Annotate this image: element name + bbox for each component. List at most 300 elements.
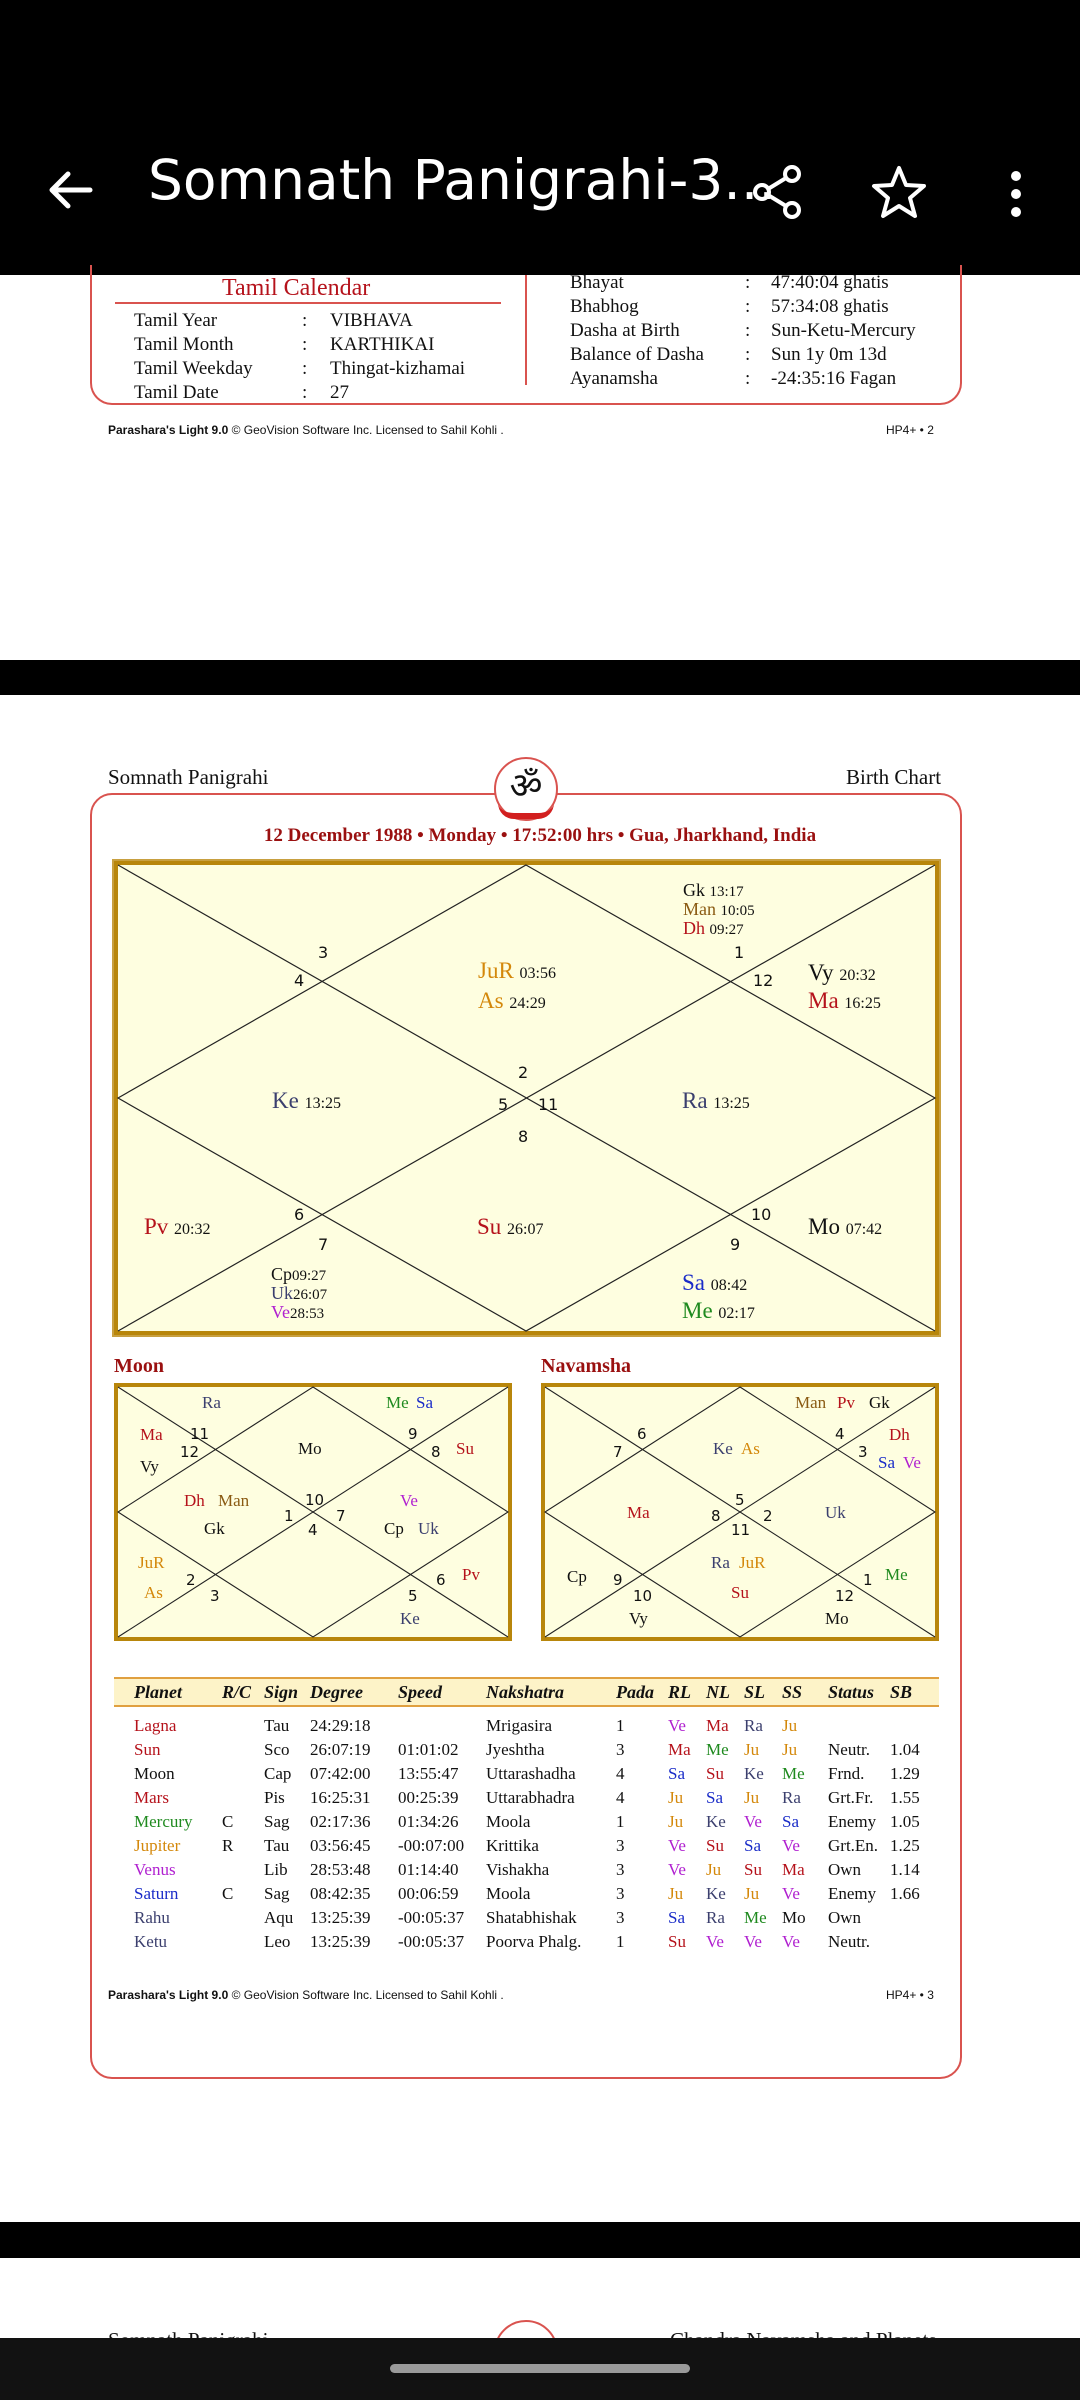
planet-degree: 26:07 <box>293 1287 328 1303</box>
table-row <box>134 1762 926 1786</box>
table-cell-rc: R <box>222 1836 234 1855</box>
info-row <box>570 271 926 295</box>
table-cell-nak: Uttarashadha <box>486 1764 576 1783</box>
table-cell-speed: 00:06:59 <box>398 1884 459 1903</box>
table-cell-sb: 1.05 <box>890 1812 920 1831</box>
table-cell-pada: 3 <box>616 1860 625 1879</box>
navamsha-ketu: Ke <box>713 1439 733 1458</box>
planet-jupiter <box>478 959 556 982</box>
navamsha-pv: Pv <box>837 1393 855 1412</box>
planet-abbr: Pv <box>144 1214 169 1239</box>
navamsha-man: Man <box>795 1393 827 1412</box>
table-cell-rl: Ve <box>668 1860 686 1879</box>
separator: : <box>745 296 751 317</box>
planet-vy <box>808 961 876 984</box>
col-header: RL <box>668 1682 692 1702</box>
table-cell-rc <box>222 1738 264 1762</box>
navamsha-chart <box>541 1383 939 1641</box>
table-cell-ss: Sa <box>782 1812 799 1831</box>
table-cell-sb: 1.14 <box>890 1860 920 1879</box>
table-cell-speed: 00:25:39 <box>398 1788 459 1807</box>
table-cell-planet: Lagna <box>134 1716 177 1735</box>
table-cell-rl: Ju <box>668 1788 684 1807</box>
house-number: 1 <box>734 943 745 962</box>
house-number: 5 <box>408 1587 418 1605</box>
table-cell-nak: Jyeshtha <box>486 1740 545 1759</box>
person-name: Somnath Panigrahi <box>108 765 269 789</box>
table-row <box>134 1930 926 1954</box>
house-number: 8 <box>431 1443 441 1461</box>
table-cell-planet: Sun <box>134 1740 161 1759</box>
table-cell-ss: Ju <box>782 1740 798 1759</box>
table-cell-sl: Ju <box>744 1740 760 1759</box>
table-cell-deg: 08:42:35 <box>310 1884 371 1903</box>
moon-chart-mercury: Me <box>386 1393 409 1412</box>
planet-degree: 02:17 <box>718 1305 755 1322</box>
house-number: 11 <box>190 1425 210 1443</box>
row-label: Tamil Weekday <box>134 358 253 379</box>
planet-abbr: Ma <box>808 988 839 1013</box>
house-number: 3 <box>210 1587 220 1605</box>
planet-degree: 24:29 <box>509 995 546 1012</box>
separator: : <box>302 310 308 331</box>
table-cell-sign: Sco <box>264 1740 290 1759</box>
moon-chart-pv: Pv <box>462 1565 480 1584</box>
more-options-icon[interactable] <box>998 164 1034 224</box>
planet-uk <box>271 1284 327 1303</box>
house-number: 4 <box>835 1425 845 1443</box>
moon-chart-gk: Gk <box>204 1519 225 1538</box>
planet-abbr: Dh <box>683 918 705 938</box>
col-header: Sign <box>264 1682 299 1702</box>
house-number: 2 <box>518 1063 529 1082</box>
moon-chart-saturn: Sa <box>416 1393 433 1412</box>
table-cell-deg: 03:56:45 <box>310 1836 371 1855</box>
app-bar <box>0 0 1080 275</box>
table-cell-status: Own <box>828 1860 862 1879</box>
table-cell-sb: 1.29 <box>890 1764 920 1783</box>
footer-text: © GeoVision Software Inc. Licensed to Sahil Kohli . <box>231 1988 504 2002</box>
planet-degree: 13:17 <box>709 884 744 900</box>
table-cell-status: Enemy <box>828 1884 877 1903</box>
table-cell-sl: Ve <box>744 1932 762 1951</box>
planet-ketu <box>272 1089 341 1112</box>
planet-abbr: Ke <box>272 1088 299 1113</box>
table-cell-sb <box>890 1714 926 1738</box>
table-cell-nl: Ve <box>706 1932 724 1951</box>
table-cell-rl: Sa <box>668 1764 685 1783</box>
table-cell-planet: Venus <box>134 1860 176 1879</box>
row-value: Sun 1y 0m 13d <box>771 344 887 365</box>
planet-gk <box>683 881 744 900</box>
col-header: SS <box>782 1682 803 1702</box>
house-number: 10 <box>633 1587 653 1605</box>
page-footer <box>108 423 504 437</box>
moon-chart-mars: Ma <box>140 1425 163 1444</box>
planet-abbr: Mo <box>808 1214 840 1239</box>
table-cell-ss: Ma <box>782 1860 805 1879</box>
planet-mars <box>808 989 881 1012</box>
table-cell-sl: Ve <box>744 1812 762 1831</box>
table-cell-planet: Ketu <box>134 1932 168 1951</box>
table-cell-sl: Su <box>744 1860 762 1879</box>
moon-chart-rahu: Ra <box>202 1393 221 1412</box>
col-header: SB <box>890 1682 913 1702</box>
house-number: 8 <box>518 1127 529 1146</box>
table-row <box>134 1906 926 1930</box>
planet-cp <box>271 1265 326 1284</box>
moon-chart <box>114 1383 512 1641</box>
navamsha-chart-title: Navamsha <box>541 1355 632 1377</box>
table-cell-deg: 07:42:00 <box>310 1764 371 1783</box>
table-cell-speed: -00:07:00 <box>398 1836 465 1855</box>
table-cell-speed: 13:55:47 <box>398 1764 459 1783</box>
table-cell-rc <box>222 1714 264 1738</box>
row-value: Sun-Ketu-Mercury <box>771 320 916 341</box>
col-header: R/C <box>222 1682 252 1702</box>
pdf-page-3 <box>0 695 1080 2222</box>
planet-abbr: Ra <box>682 1088 708 1113</box>
planet-degree: 13:25 <box>713 1095 750 1112</box>
planet-abbr: Man <box>683 899 716 919</box>
col-header: Nakshatra <box>486 1682 565 1702</box>
table-cell-ss: Ju <box>782 1716 798 1735</box>
planet-degree: 03:56 <box>519 965 556 982</box>
table-cell-ss: Ve <box>782 1884 800 1903</box>
table-cell-sl: Ke <box>744 1764 764 1783</box>
table-cell-rc <box>222 1762 264 1786</box>
house-number: 3 <box>318 943 329 962</box>
table-cell-speed <box>398 1714 486 1738</box>
separator: : <box>745 320 751 341</box>
table-cell-pada: 1 <box>616 1812 625 1831</box>
house-number: 10 <box>305 1491 325 1509</box>
planet-abbr: Ve <box>271 1302 290 1322</box>
planet-rahu <box>682 1089 750 1112</box>
table-cell-rl: Ma <box>668 1740 691 1759</box>
planet-degree: 20:32 <box>839 967 876 984</box>
table-row <box>134 1714 926 1738</box>
table-cell-speed: 01:14:40 <box>398 1860 459 1879</box>
table-cell-pada: 3 <box>616 1836 625 1855</box>
table-row <box>134 1882 926 1906</box>
tamil-row <box>134 333 475 357</box>
navamsha-mercury: Me <box>885 1565 908 1584</box>
table-cell-nak: Mrigasira <box>486 1716 553 1735</box>
planet-degree: 09:27 <box>292 1268 327 1284</box>
table-row <box>134 1834 926 1858</box>
table-cell-deg: 26:07:19 <box>310 1740 371 1759</box>
table-cell-planet: Mercury <box>134 1812 193 1831</box>
back-arrow-icon[interactable] <box>40 160 100 220</box>
tamil-row <box>134 381 475 405</box>
table-cell-status: Grt.En. <box>828 1836 879 1855</box>
table-cell-status: Enemy <box>828 1812 877 1831</box>
table-cell-sl: Ju <box>744 1788 760 1807</box>
column-divider <box>525 275 527 385</box>
table-cell-status <box>828 1714 890 1738</box>
navamsha-uk: Uk <box>825 1503 846 1522</box>
pdf-page-2 <box>0 272 1080 660</box>
house-number: 11 <box>538 1095 559 1114</box>
planet-degree: 08:42 <box>710 1277 748 1294</box>
table-cell-pada: 3 <box>616 1908 625 1927</box>
moon-chart-cp: Cp <box>384 1519 404 1538</box>
row-value: 27 <box>330 382 349 403</box>
row-label: Tamil Month <box>134 334 234 355</box>
house-number: 9 <box>613 1571 623 1589</box>
navamsha-jupiter: JuR <box>739 1553 766 1572</box>
table-cell-planet: Moon <box>134 1764 175 1783</box>
planet-table-body <box>134 1714 926 1954</box>
planet-moon <box>808 1215 882 1238</box>
separator: : <box>745 368 751 389</box>
planet-degree: 28:53 <box>290 1306 325 1322</box>
om-red-arc <box>498 803 554 819</box>
navamsha-dh: Dh <box>889 1425 910 1444</box>
table-cell-status: Own <box>828 1908 862 1927</box>
table-cell-sign: Lib <box>264 1860 288 1879</box>
house-number: 7 <box>336 1507 346 1525</box>
chart-lines <box>118 865 935 1331</box>
table-cell-deg: 24:29:18 <box>310 1716 371 1735</box>
page-number: HP4+ • 2 <box>886 423 934 437</box>
planet-saturn <box>682 1271 747 1294</box>
table-cell-rc: C <box>222 1812 234 1831</box>
table-cell-ss: Me <box>782 1764 805 1783</box>
tamil-title-rule <box>115 302 501 304</box>
house-number: 5 <box>735 1491 745 1509</box>
table-cell-ss: Mo <box>782 1908 806 1927</box>
planet-abbr: As <box>478 988 504 1013</box>
planet-table <box>134 1680 926 1954</box>
table-cell-sign: Aqu <box>264 1908 294 1927</box>
om-logo <box>494 757 558 821</box>
separator: : <box>302 382 308 403</box>
moon-chart-venus: Ve <box>400 1491 418 1510</box>
section-title: Birth Chart <box>846 765 942 789</box>
dasha-info-table <box>570 271 926 391</box>
planet-abbr: Uk <box>271 1283 293 1303</box>
navamsha-mars: Ma <box>627 1503 650 1522</box>
planet-mercury <box>682 1299 755 1322</box>
tamil-calendar-title: Tamil Calendar <box>222 275 371 301</box>
table-cell-ss: Ve <box>782 1932 800 1951</box>
home-gesture-handle[interactable] <box>390 2364 690 2373</box>
navamsha-venus: Ve <box>903 1453 921 1472</box>
house-number: 5 <box>498 1095 509 1114</box>
table-cell-sign: Leo <box>264 1932 291 1951</box>
table-cell-speed: 01:34:26 <box>398 1812 459 1831</box>
table-cell-nak: Uttarabhadra <box>486 1788 575 1807</box>
house-number: 3 <box>858 1443 868 1461</box>
planet-degree: 13:25 <box>304 1095 342 1112</box>
table-header-row <box>134 1680 926 1704</box>
table-cell-sb <box>890 1906 926 1930</box>
table-cell-rl: Sa <box>668 1908 685 1927</box>
house-number: 4 <box>308 1521 318 1539</box>
tamil-calendar-table <box>134 309 475 405</box>
row-label: Bhayat <box>570 272 624 293</box>
moon-chart-ketu: Ke <box>400 1609 420 1628</box>
row-label: Tamil Year <box>134 310 218 331</box>
table-cell-rl: Su <box>668 1932 686 1951</box>
col-header: Degree <box>310 1682 363 1702</box>
col-header: Pada <box>616 1682 654 1702</box>
row-label: Balance of Dasha <box>570 344 704 365</box>
planet-degree: 10:05 <box>720 903 755 919</box>
birth-chart <box>114 861 939 1335</box>
table-cell-status: Grt.Fr. <box>828 1788 874 1807</box>
info-row <box>570 295 926 319</box>
table-cell-rc: C <box>222 1884 234 1903</box>
table-cell-speed: -00:05:37 <box>398 1932 465 1951</box>
row-value: 57:34:08 ghatis <box>771 296 889 317</box>
table-cell-sign: Sag <box>264 1812 290 1831</box>
star-icon[interactable] <box>868 162 930 224</box>
table-cell-sign: Pis <box>264 1788 285 1807</box>
planet-man <box>683 900 755 919</box>
share-icon[interactable] <box>748 162 808 222</box>
table-cell-rl: Ju <box>668 1884 684 1903</box>
table-cell-sl: Ju <box>744 1884 760 1903</box>
navamsha-moon: Mo <box>825 1609 849 1628</box>
col-header: Speed <box>398 1682 442 1702</box>
house-number: 7 <box>613 1443 623 1461</box>
house-number: 11 <box>731 1521 751 1539</box>
page-number: HP4+ • 3 <box>886 1988 934 2002</box>
planet-venus <box>271 1303 324 1322</box>
table-cell-sign: Cap <box>264 1764 292 1783</box>
table-cell-sign: Tau <box>264 1716 290 1735</box>
house-number: 1 <box>863 1571 873 1589</box>
navamsha-ascendant: As <box>741 1439 760 1458</box>
table-cell-nak: Moola <box>486 1884 531 1903</box>
table-cell-speed: 01:01:02 <box>398 1740 459 1759</box>
tamil-row <box>134 309 475 333</box>
table-cell-sl: Me <box>744 1908 767 1927</box>
planet-abbr: Me <box>682 1298 713 1323</box>
planet-degree: 20:32 <box>174 1221 211 1238</box>
moon-chart-dh: Dh <box>184 1491 205 1510</box>
table-cell-nl: Ke <box>706 1812 726 1831</box>
planet-degree: 26:07 <box>507 1221 544 1238</box>
moon-chart-title: Moon <box>114 1355 164 1377</box>
page-gap <box>0 660 1080 695</box>
table-cell-nl: Ma <box>706 1716 729 1735</box>
table-cell-status: Neutr. <box>828 1932 871 1951</box>
house-number: 6 <box>637 1425 647 1443</box>
row-label: Ayanamsha <box>570 368 658 389</box>
table-cell-deg: 28:53:48 <box>310 1860 371 1879</box>
table-cell-deg: 02:17:36 <box>310 1812 371 1831</box>
row-value: 47:40:04 ghatis <box>771 272 889 293</box>
table-cell-nak: Shatabhishak <box>486 1908 577 1927</box>
table-cell-nl: Ju <box>706 1860 722 1879</box>
planet-pv <box>144 1215 211 1238</box>
house-number: 6 <box>294 1205 305 1224</box>
table-cell-planet: Jupiter <box>134 1836 181 1855</box>
table-cell-ss: Ve <box>782 1836 800 1855</box>
table-cell-nak: Krittika <box>486 1836 539 1855</box>
navamsha-sun: Su <box>731 1583 749 1602</box>
table-cell-sb: 1.25 <box>890 1836 920 1855</box>
info-row <box>570 367 926 391</box>
table-cell-sl: Ra <box>744 1716 763 1735</box>
table-cell-nak: Poorva Phalg. <box>486 1932 582 1951</box>
page-footer <box>108 1988 504 2002</box>
house-number: 4 <box>294 971 305 990</box>
row-label: Tamil Date <box>134 382 219 403</box>
house-number: 8 <box>711 1507 721 1525</box>
col-header: SL <box>744 1682 766 1702</box>
navamsha-gk: Gk <box>869 1393 890 1412</box>
table-cell-ss: Ra <box>782 1788 801 1807</box>
table-cell-rl: Ve <box>668 1836 686 1855</box>
table-cell-sl: Sa <box>744 1836 761 1855</box>
moon-chart-sun: Su <box>456 1439 474 1458</box>
navamsha-cp: Cp <box>567 1567 587 1586</box>
pdf-page-4-partial <box>0 2258 1080 2338</box>
planet-degree: 16:25 <box>844 995 881 1012</box>
moon-chart-ascendant: As <box>144 1583 163 1602</box>
planet-abbr: JuR <box>478 958 514 983</box>
house-number: 2 <box>186 1571 196 1589</box>
table-cell-pada: 3 <box>616 1740 625 1759</box>
navamsha-vy: Vy <box>629 1609 648 1628</box>
house-number: 7 <box>318 1235 329 1254</box>
footer-brand: Parashara's Light 9.0 <box>108 423 229 437</box>
table-cell-status: Frnd. <box>828 1764 865 1783</box>
table-row <box>134 1786 926 1810</box>
col-header: Status <box>828 1682 875 1702</box>
planet-abbr: Sa <box>682 1270 705 1295</box>
house-number: 12 <box>180 1443 200 1461</box>
planet-abbr: Gk <box>683 880 705 900</box>
info-row <box>570 343 926 367</box>
house-number: 12 <box>753 971 774 990</box>
house-number: 1 <box>284 1507 294 1525</box>
table-cell-pada: 3 <box>616 1884 625 1903</box>
table-row <box>134 1738 926 1762</box>
house-number: 6 <box>436 1571 446 1589</box>
table-cell-sb <box>890 1930 926 1954</box>
table-cell-nl: Ke <box>706 1884 726 1903</box>
separator: : <box>302 358 308 379</box>
moon-chart-jupiter: JuR <box>138 1553 165 1572</box>
separator: : <box>745 344 751 365</box>
house-number: 9 <box>408 1425 418 1443</box>
moon-chart-moon: Mo <box>298 1439 322 1458</box>
row-value: VIBHAVA <box>330 310 413 331</box>
moon-chart-uk: Uk <box>418 1519 439 1538</box>
table-cell-nl: Sa <box>706 1788 723 1807</box>
table-cell-rc <box>222 1858 264 1882</box>
separator: : <box>745 272 751 293</box>
table-cell-nl: Su <box>706 1764 724 1783</box>
table-cell-pada: 4 <box>616 1788 625 1807</box>
footer-text: © GeoVision Software Inc. Licensed to Sahil Kohli . <box>231 423 504 437</box>
table-cell-sign: Sag <box>264 1884 290 1903</box>
moon-chart-vy: Vy <box>140 1457 159 1476</box>
col-header: Planet <box>134 1682 182 1702</box>
house-number: 10 <box>751 1205 772 1224</box>
house-number: 9 <box>730 1235 741 1254</box>
table-cell-planet: Mars <box>134 1788 169 1807</box>
planet-abbr: Vy <box>808 960 834 985</box>
house-number: 2 <box>763 1507 773 1525</box>
planet-degree: 09:27 <box>709 922 744 938</box>
